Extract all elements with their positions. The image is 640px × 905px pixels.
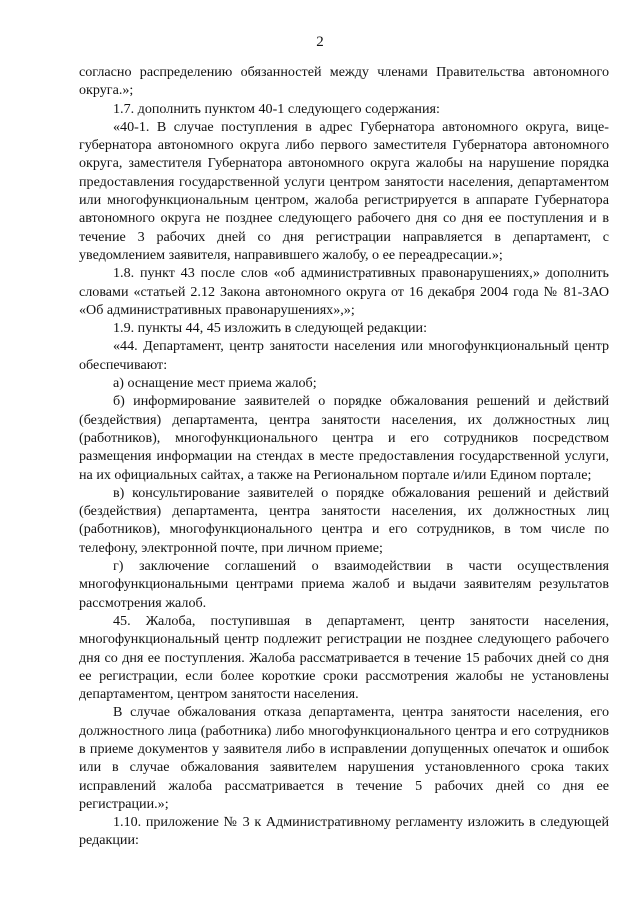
paragraph-item-1-9: 1.9. пункты 44, 45 изложить в следующей редакции: <box>113 320 427 337</box>
paragraph-subclause-g: г) заключение соглашений о взаимодействии в части осуществления многофункциональными центрами приема жалоб и выдачи заявителям результатов рассмотрения жалоб. <box>79 558 609 611</box>
paragraph-continuation: согласно распределению обязанностей между членами Правительства автономного округа.»; <box>79 64 609 99</box>
paragraph-clause-45-cont: В случае обжалования отказа департамента, центра занятости населения, его должностного лица (работника) либо многофункционального центра и его сотрудников в приеме документов у заявителя либо в исправлении допущенных опечаток и ошибок или в случае обжалования заявителем нарушения установленного срока таких исправлений жалоба рассматривается в течение 5 рабочих дней со дня ее регистрации.»; <box>79 704 609 812</box>
paragraph-clause-45: 45. Жалоба, поступившая в департамент, центр занятости населения, многофункциональный центр подлежит регистрации не позднее следующего рабочего дня со дня ее поступления. Жалоба рассматривается в течение 15 рабочих дней со дня ее регистрации, если более короткие сроки рассмотрения жалобы не установлены департаментом, центром занятости населения. <box>79 612 609 703</box>
paragraph-clause-44: «44. Департамент, центр занятости населения или многофункциональный центр обеспечивают: <box>79 338 609 373</box>
paragraph-subclause-a: а) оснащение мест приема жалоб; <box>113 375 317 392</box>
paragraph-item-1-8: 1.8. пункт 43 после слов «об административных правонарушениях,» дополнить словами «статьей 2.12 Закона автономного округа от 16 декабря 2004 года № 81-ЗАО «Об административных правонарушениях»,»; <box>79 265 609 318</box>
paragraph-item-1-7: 1.7. дополнить пунктом 40-1 следующего содержания: <box>113 100 440 117</box>
page-number: 2 <box>316 34 324 50</box>
paragraph-clause-40-1: «40-1. В случае поступления в адрес Губернатора автономного округа, вице-губернатора автономного округа либо первого заместителя Губернатора автономного округа, заместителя Губернатора автономного округа жалобы на нарушение порядка предоставления государственной услуги центром занятости населения, департаментом или многофункциональным центром, жалоба регистрируется в аппарате Губернатора автономного округа не позднее следующего рабочего дня со дня ее поступления и в течение 3 рабочих дней со дня регистрации направляется в департамент, с уведомлением заявителя, направившего жалобу, о ее переадресации.»; <box>79 118 609 263</box>
paragraph-subclause-b: б) информирование заявителей о порядке обжалования решений и действий (бездействия) департамента, центра занятости населения, их должностных лиц (работников), многофункционального центра и его сотрудников посредством размещения информации на стендах в месте предоставления государственной услуги, на их официальных сайтах, а также на Региональном портале и/или Едином портале; <box>79 393 609 483</box>
paragraph-subclause-v: в) консультирование заявителей о порядке обжалования решений и действий (бездействия) департамента, центра занятости населения, их должностных лиц (работников), многофункционального центра и его сотрудников, в том числе по телефону, электронной почте, при личном приеме; <box>79 484 609 556</box>
paragraph-item-1-10: 1.10. приложение № 3 к Административному регламенту изложить в следующей редакции: <box>79 814 609 849</box>
document-body <box>79 63 609 850</box>
